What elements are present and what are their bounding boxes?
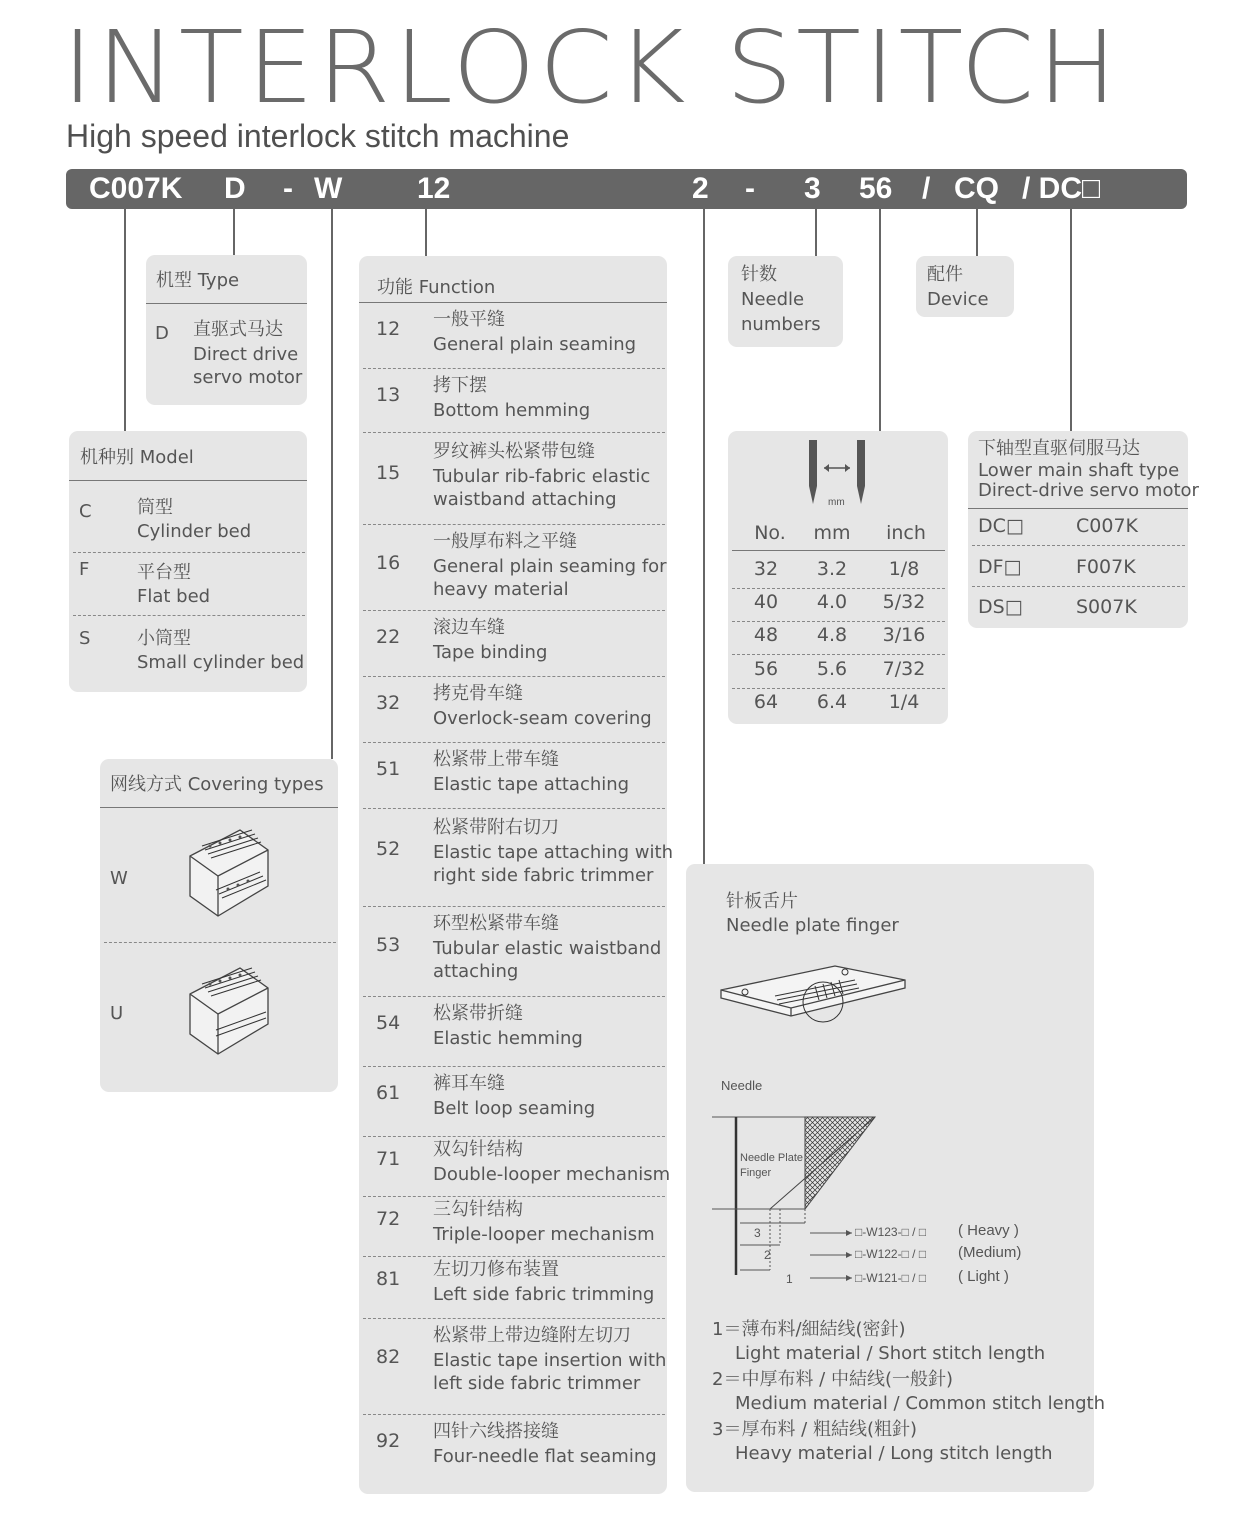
- function-name-cn: 滚边车缝: [433, 617, 505, 638]
- divider: [732, 621, 945, 622]
- function-name-en: General plain seaming: [433, 334, 637, 355]
- function-name-cn: 四针六线搭接缝: [433, 1421, 559, 1442]
- function-name-cn: 一般平缝: [433, 309, 505, 330]
- plate-note-cn: 2＝中厚布料 / 中結线(一般針): [712, 1369, 954, 1390]
- gauge-mm: 5.6: [816, 658, 848, 680]
- level-code: □-W122-□ / □: [855, 1247, 927, 1261]
- connector-line: [815, 209, 817, 256]
- plate-note-en: Light material / Short stitch length: [735, 1343, 1046, 1364]
- model-code: F: [79, 559, 90, 580]
- function-code: 52: [376, 838, 401, 860]
- model-name-cn: 筒型: [137, 497, 173, 518]
- function-name-en: Triple-looper mechanism: [433, 1224, 655, 1245]
- device-label-cn: 配件: [927, 264, 963, 285]
- function-code: 32: [376, 692, 401, 714]
- divider: [363, 368, 665, 369]
- function-code: 22: [376, 626, 401, 648]
- divider: [363, 676, 665, 677]
- gauge-mm: 4.8: [816, 624, 848, 646]
- motor-code: DF□: [978, 556, 1022, 578]
- finger-label: Needle Plate: [740, 1152, 803, 1164]
- function-name-cn: 裤耳车缝: [433, 1073, 505, 1094]
- function-name-en: Elastic tape attaching: [433, 774, 630, 795]
- function-name-cn: 罗纹裤头松紧带包缝: [433, 441, 595, 462]
- model-name-en: Small cylinder bed: [137, 652, 305, 673]
- motor-label-en: Lower main shaft type: [978, 460, 1180, 481]
- function-name-en: Elastic hemming: [433, 1028, 583, 1049]
- connector-line: [124, 209, 126, 431]
- divider: [363, 524, 665, 525]
- plate-note-en: Medium material / Common stitch length: [735, 1393, 1106, 1414]
- covering-header: 网线方式 Covering types: [110, 774, 324, 795]
- gauge-number: 48: [753, 624, 779, 646]
- gauge-col-header: mm: [813, 522, 851, 544]
- needle-label-en: Needle: [741, 289, 805, 310]
- function-name-en: Double-looper mechanism: [433, 1164, 671, 1185]
- function-name-en: Tubular rib-fabric elastic: [433, 466, 651, 487]
- divider: [363, 1136, 665, 1137]
- divider: [73, 615, 305, 616]
- function-code: 16: [376, 552, 401, 574]
- divider: [363, 996, 665, 997]
- gauge-number: 56: [753, 658, 779, 680]
- divider: [359, 302, 667, 303]
- function-name-en: Tape binding: [433, 642, 548, 663]
- covering-u-diagram: [180, 964, 280, 1069]
- divider: [104, 942, 336, 943]
- gauge-mm: 4.0: [816, 591, 848, 613]
- motor-code: DS□: [978, 596, 1023, 618]
- divider: [972, 545, 1185, 546]
- device-label-en: Device: [927, 289, 989, 310]
- function-name-cn: 松紧带上带车缝: [433, 749, 559, 770]
- level-number: 1: [786, 1272, 793, 1286]
- motor-label-en: Direct-drive servo motor: [978, 480, 1199, 501]
- code-segment-needles: 3: [804, 172, 821, 205]
- plate-note-cn: 3＝厚布料 / 粗結线(粗針): [712, 1419, 918, 1440]
- code-segment-plate: 2: [692, 172, 709, 205]
- function-header: 功能 Function: [377, 277, 496, 298]
- connector-line: [425, 209, 427, 256]
- type-code: D: [155, 323, 169, 344]
- gauge-inch: 3/16: [882, 624, 926, 646]
- code-segment-motor: / DC□: [1022, 172, 1101, 205]
- connector-line: [1070, 209, 1072, 431]
- motor-label-cn: 下轴型直驱伺服马达: [978, 438, 1140, 459]
- function-name-cn: 松紧带附右切刀: [433, 817, 559, 838]
- connector-line: [976, 209, 978, 256]
- divider: [100, 807, 338, 808]
- function-name-cn: 双勾针结构: [433, 1139, 523, 1160]
- divider: [363, 808, 665, 809]
- covering-w-diagram: [180, 826, 280, 931]
- code-segment-dash: -: [745, 172, 755, 205]
- divider: [363, 742, 665, 743]
- gauge-inch: 1/4: [888, 691, 920, 713]
- function-name-en: General plain seaming for: [433, 556, 667, 577]
- gauge-inch: 1/8: [888, 558, 920, 580]
- divider: [363, 1414, 665, 1415]
- plate-label-cn: 针板舌片: [726, 891, 798, 912]
- plate-note-en: Heavy material / Long stitch length: [735, 1443, 1053, 1464]
- model-header: 机种别 Model: [80, 447, 194, 468]
- page-title: INTERLOCK STITCH: [62, 9, 1121, 126]
- function-name-cn: 松紧带折缝: [433, 1003, 523, 1024]
- connector-line: [233, 209, 235, 255]
- gauge-number: 40: [753, 591, 779, 613]
- divider: [968, 508, 1188, 509]
- type-header: 机型 Type: [156, 270, 240, 291]
- needle-plate-diagram: [715, 960, 915, 1032]
- function-name-cn: 拷下摆: [433, 375, 487, 396]
- divider: [732, 688, 945, 689]
- type-name-en: servo motor: [193, 367, 303, 388]
- covering-code: W: [110, 868, 128, 889]
- divider: [363, 1196, 665, 1197]
- function-name-en: left side fabric trimmer: [433, 1373, 641, 1394]
- model-name-cn: 平台型: [137, 562, 191, 583]
- function-code: 72: [376, 1208, 401, 1230]
- function-name-cn: 左切刀修布装置: [433, 1259, 559, 1280]
- function-code: 12: [376, 318, 401, 340]
- gauge-number: 32: [753, 558, 779, 580]
- function-name-cn: 松紧带上带边缝附左切刀: [433, 1325, 631, 1346]
- function-name-en: right side fabric trimmer: [433, 865, 654, 886]
- function-code: 54: [376, 1012, 401, 1034]
- connector-line: [331, 209, 333, 759]
- function-code: 82: [376, 1346, 401, 1368]
- code-segment-series: C007K: [89, 172, 183, 205]
- function-name-en: Left side fabric trimming: [433, 1284, 655, 1305]
- code-segment-device: CQ: [954, 172, 999, 205]
- divider: [363, 1066, 665, 1067]
- model-name-cn: 小筒型: [137, 628, 191, 649]
- divider: [732, 654, 945, 655]
- gauge-mm: 3.2: [816, 558, 848, 580]
- type-name-cn: 直驱式马达: [193, 319, 283, 340]
- page-subtitle: High speed interlock stitch machine: [66, 118, 570, 154]
- function-name-en: Elastic tape insertion with: [433, 1350, 667, 1371]
- function-name-cn: 环型松紧带车缝: [433, 913, 559, 934]
- function-code: 15: [376, 462, 401, 484]
- model-code: S: [79, 628, 91, 649]
- divider: [363, 432, 665, 433]
- function-code: 92: [376, 1430, 401, 1452]
- function-name-en: Overlock-seam covering: [433, 708, 652, 729]
- function-name-en: Tubular elastic waistband: [433, 938, 662, 959]
- function-code: 13: [376, 384, 401, 406]
- code-segment-dash: -: [283, 172, 293, 205]
- gauge-number: 64: [753, 691, 779, 713]
- function-name-en: Elastic tape attaching with: [433, 842, 673, 863]
- function-code: 81: [376, 1268, 401, 1290]
- connector-line: [879, 209, 881, 431]
- motor-model: C007K: [1076, 515, 1138, 537]
- divider: [363, 1318, 665, 1319]
- divider: [363, 1256, 665, 1257]
- function-name-en: heavy material: [433, 579, 569, 600]
- motor-model: S007K: [1076, 596, 1137, 618]
- level-number: 2: [764, 1248, 771, 1262]
- connector-line: [703, 209, 705, 864]
- divider: [363, 610, 665, 611]
- function-name-en: Belt loop seaming: [433, 1098, 596, 1119]
- function-code: 51: [376, 758, 401, 780]
- code-segment-gauge: 56: [859, 172, 893, 205]
- needle-label-cn: 针数: [741, 264, 777, 285]
- motor-code: DC□: [978, 515, 1024, 537]
- code-segment-covering: W: [314, 172, 343, 205]
- model-code: C: [79, 501, 92, 522]
- model-name-en: Cylinder bed: [137, 521, 252, 542]
- function-name-cn: 三勾针结构: [433, 1199, 523, 1220]
- divider: [146, 303, 307, 304]
- finger-label: Finger: [740, 1167, 772, 1179]
- level-weight: ( Light ): [958, 1268, 1009, 1285]
- code-segment-function: 12: [417, 172, 451, 205]
- function-code: 61: [376, 1082, 401, 1104]
- gauge-col-header: No.: [754, 522, 786, 544]
- function-name-cn: 一般厚布料之平缝: [433, 531, 577, 552]
- function-name-en: Four-needle flat seaming: [433, 1446, 657, 1467]
- divider: [732, 550, 945, 551]
- plate-label-en: Needle plate finger: [726, 915, 899, 936]
- covering-code: U: [110, 1003, 124, 1024]
- gauge-col-header: inch: [886, 522, 926, 544]
- function-name-en: attaching: [433, 961, 519, 982]
- gauge-inch: 5/32: [882, 591, 926, 613]
- motor-model: F007K: [1076, 556, 1136, 578]
- code-segment-type: D: [224, 172, 246, 205]
- needle-label-en: numbers: [741, 314, 821, 335]
- code-segment-slash: /: [922, 172, 931, 205]
- divider: [732, 588, 945, 589]
- gauge-inch: 7/32: [882, 658, 926, 680]
- level-code: □-W121-□ / □: [855, 1271, 927, 1285]
- function-name-en: Bottom hemming: [433, 400, 591, 421]
- function-name-cn: 拷克骨车缝: [433, 683, 523, 704]
- function-code: 53: [376, 934, 401, 956]
- function-name-en: waistband attaching: [433, 489, 617, 510]
- type-name-en: Direct drive: [193, 344, 299, 365]
- plate-note-cn: 1＝薄布料/細結线(密針): [712, 1319, 906, 1340]
- divider: [69, 480, 307, 481]
- gauge-mm: 6.4: [816, 691, 848, 713]
- divider: [73, 552, 305, 553]
- divider: [363, 906, 665, 907]
- level-number: 3: [754, 1226, 761, 1240]
- function-code: 71: [376, 1148, 401, 1170]
- gauge-unit-label: mm: [828, 497, 845, 508]
- divider: [972, 586, 1185, 587]
- level-weight: (Medium): [958, 1244, 1022, 1261]
- model-name-en: Flat bed: [137, 586, 211, 607]
- level-code: □-W123-□ / □: [855, 1225, 927, 1239]
- needle-label: Needle: [721, 1078, 763, 1093]
- level-weight: ( Heavy ): [958, 1222, 1019, 1239]
